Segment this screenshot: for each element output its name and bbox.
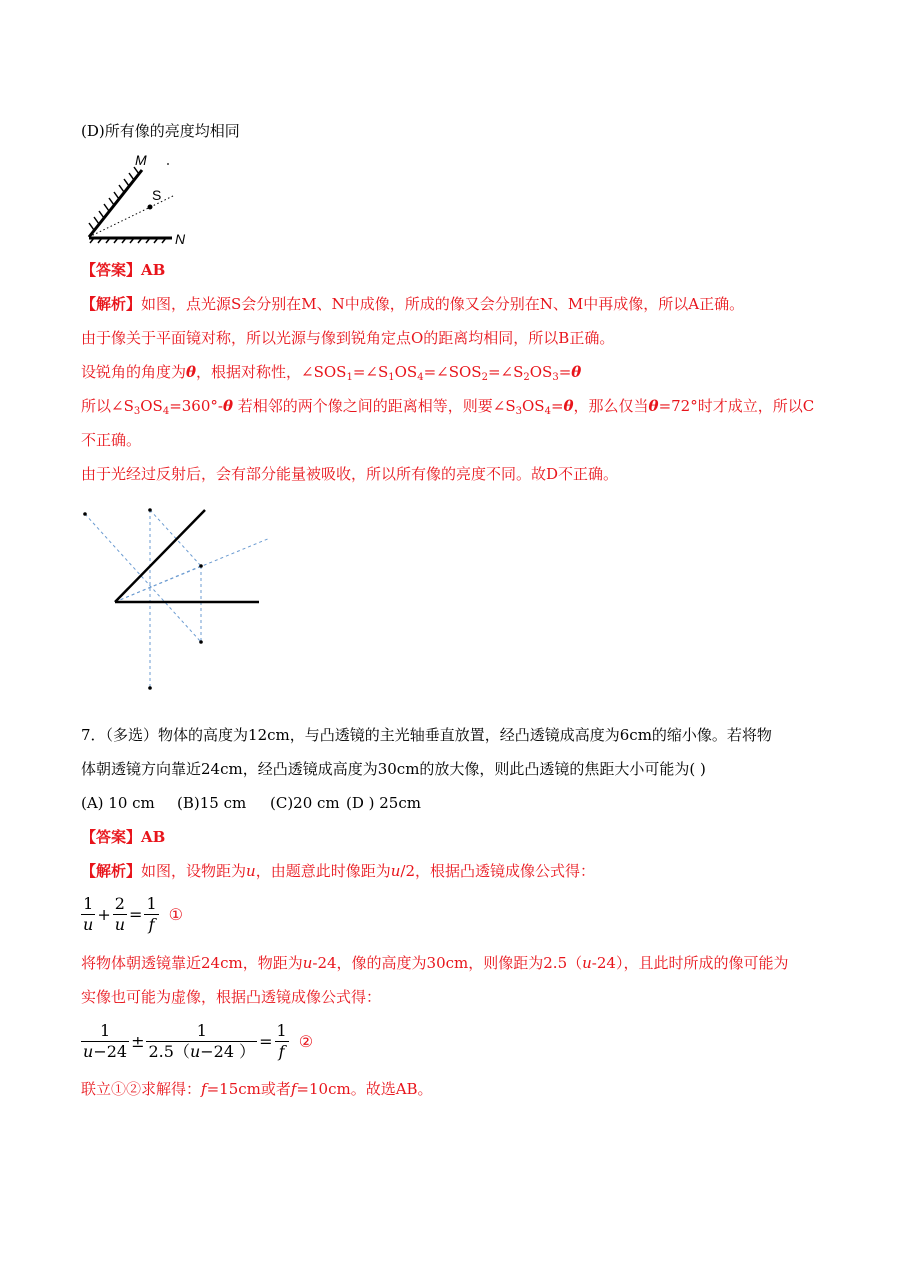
option-b: (B)15 cm bbox=[177, 794, 247, 812]
image-point-s1 bbox=[148, 508, 152, 512]
equation-2-tag: ② bbox=[298, 1031, 314, 1051]
q7-analysis-1: 【解析】如图，设物距为u，由题意此时像距为u/2，根据凸透镜成像公式得： bbox=[81, 862, 595, 880]
fraction-2-over-u: $\frac{2}{u}$ bbox=[114, 894, 126, 934]
q6-analysis-6: 由于光经过反射后，会有部分能量被吸收，所以所有像的亮度不同。故D不正确。 bbox=[81, 465, 619, 483]
mirror-figure-1 bbox=[80, 150, 200, 250]
q6-analysis-3: 设锐角的角度为θ，根据对称性，$\angle SOS_1=\angle S_1OS_4=\angle SOS_2=\angle S_2OS_3=\theta$ bbox=[81, 363, 582, 383]
option-d: (D)所有像的亮度均相同 bbox=[81, 122, 240, 140]
q7-answer: 【答案】AB bbox=[81, 828, 166, 846]
q6-analysis-4: 所以$\angle S_3OS_4=360^\circ-\theta$ 若相邻的两个像之间的距离相等，则要$\angle S_3OS_4=\theta$，那么仅当θ=72°时才成立，所以C bbox=[81, 397, 815, 417]
q6-analysis-2: 由于像关于平面镜对称，所以光源与像到锐角定点O的距离均相同，所以B正确。 bbox=[81, 329, 615, 347]
source-s-point bbox=[148, 205, 153, 210]
fraction-1-over-u: $\frac{1}{u}$ bbox=[83, 894, 94, 934]
label-m: M bbox=[135, 152, 147, 168]
fraction-1-over-f: $\frac{1}{f}$ bbox=[146, 894, 157, 934]
option-d: (D ) 25cm bbox=[346, 794, 421, 812]
analysis-tag: 【解析】 bbox=[81, 295, 142, 313]
source-point-s bbox=[199, 564, 203, 568]
option-c: (C)20 cm bbox=[270, 794, 340, 812]
q6-analysis-5: 不正确。 bbox=[81, 431, 142, 449]
equation-1: $\frac{1}{u}$ + $\frac{2}{u}$ = $\frac{1}{f}$ ① bbox=[83, 894, 183, 934]
analysis-tag: 【解析】 bbox=[81, 862, 142, 880]
q6-answer: 【答案】AB bbox=[81, 261, 166, 279]
option-a: (A) 10 cm bbox=[81, 794, 155, 812]
stray-dot bbox=[167, 163, 169, 165]
q7-options bbox=[81, 792, 421, 814]
mirror-m bbox=[89, 167, 142, 237]
mirror-figure-2 bbox=[75, 500, 280, 695]
q7-conclusion: 联立①②求解得：f=15cm或者f=10cm。故选AB。 bbox=[81, 1080, 433, 1098]
q7-analysis-3: 实像也可能为虚像，根据凸透镜成像公式得： bbox=[81, 988, 382, 1006]
equation-1-tag: ① bbox=[168, 904, 183, 924]
equation-2: $\frac{1}{u-24}$ ± $\frac{1}{2.5(u-24 )}$ = $\frac{1}{f}$ ② bbox=[83, 1021, 314, 1061]
q6-analysis-1: 【解析】如图，点光源S会分别在M、N中成像，所成的像又会分别在N、M中再成像，所以A正确。 bbox=[81, 295, 745, 313]
fraction-1-over-u-minus-24: $\frac{1}{u-24}$ bbox=[83, 1021, 128, 1061]
fraction-1-over-2-5-u-minus-24: $\frac{1}{2.5(u-24 )}$ bbox=[148, 1021, 256, 1061]
label-n: N bbox=[175, 231, 186, 247]
mirror-n bbox=[89, 238, 172, 243]
image-point-s4 bbox=[83, 512, 87, 516]
q7-analysis-2: 将物体朝透镜靠近24cm，物距为u-24，像的高度为30cm，则像距为2.5（u-24），且此时所成的像可能为 bbox=[81, 954, 789, 972]
image-point-s3 bbox=[148, 686, 152, 690]
label-s: S bbox=[152, 187, 162, 203]
q7-stem-line-1: 7．（多选）物体的高度为12cm，与凸透镜的主光轴垂直放置，经凸透镜成高度为6cm的缩小像。若将物 bbox=[81, 726, 772, 744]
image-point-s2 bbox=[199, 640, 203, 644]
q7-stem-line-2: 体朝透镜方向靠近24cm，经凸透镜成高度为30cm的放大像，则此凸透镜的焦距大小可能为( ) bbox=[81, 760, 706, 778]
fraction-1-over-f: $\frac{1}{f}$ bbox=[276, 1021, 287, 1061]
